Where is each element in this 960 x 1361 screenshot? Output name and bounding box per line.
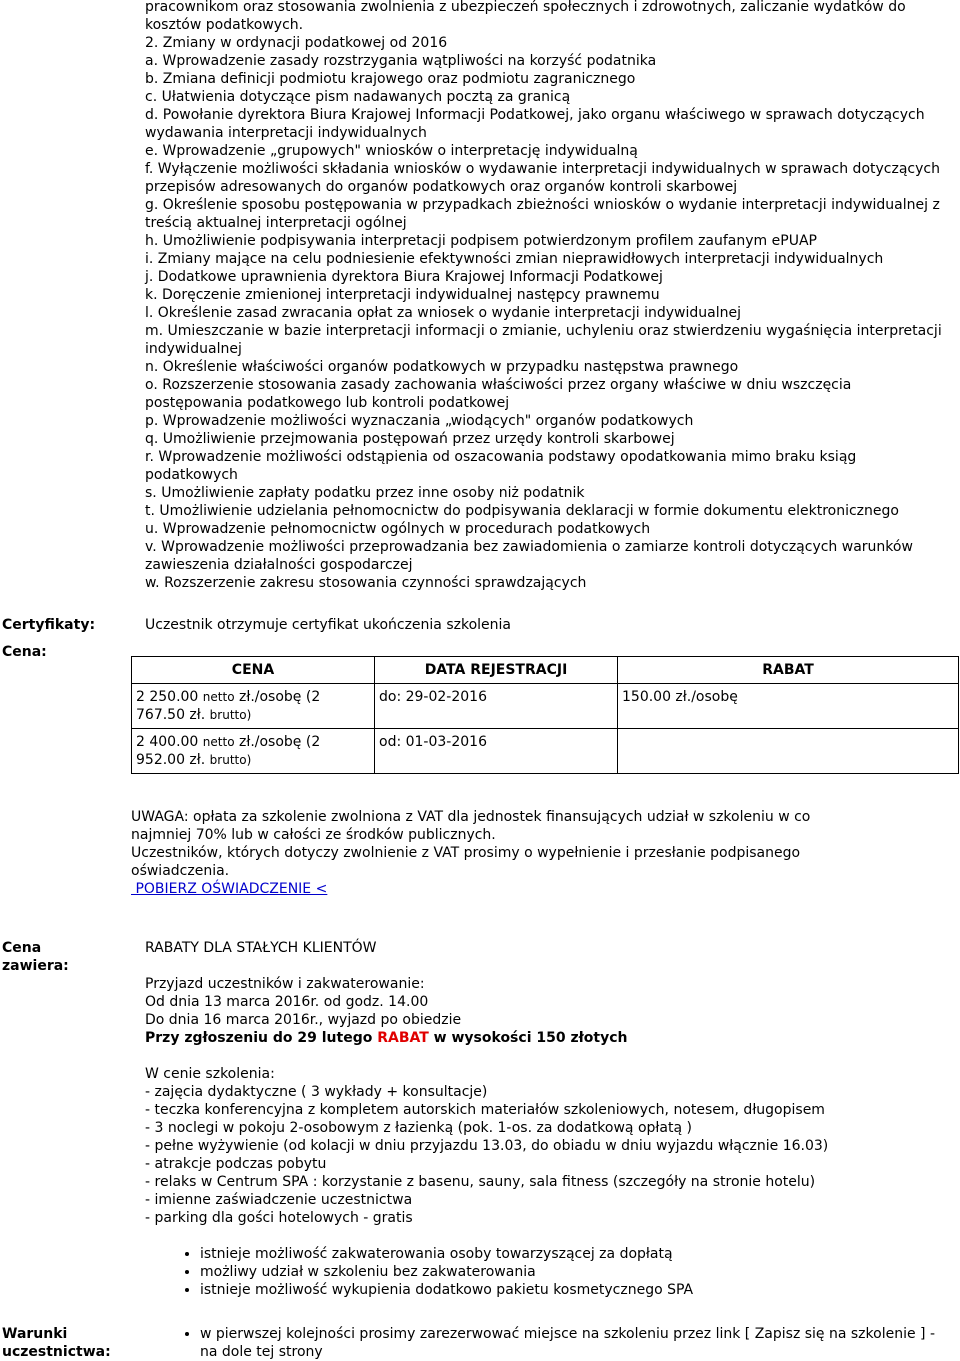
program-line: postępowania podatkowego lub kontroli podatkowej bbox=[145, 395, 510, 411]
certyfikaty-text: Uczestnik otrzymuje certyfikat ukończenia szkolenia bbox=[145, 617, 511, 633]
promo-text: Przy zgłoszeniu do 29 lutego bbox=[145, 1030, 378, 1046]
program-line: podatkowych bbox=[145, 467, 238, 483]
warunki-label-line: uczestnictwa: bbox=[2, 1344, 111, 1360]
netto-label: netto bbox=[202, 690, 235, 704]
w-cenie-item: - 3 noclegi w pokoju 2-osobowym z łazienką (pok. 1-os. za dodatkową opłatą ) bbox=[145, 1120, 692, 1136]
vat-note-line: najmniej 70% lub w całości ze środków publicznych. bbox=[131, 827, 496, 843]
program-line: w. Rozszerzenie zakresu stosowania czynności sprawdzających bbox=[145, 575, 587, 591]
program-line: c. Ułatwienia dotyczące pism nadawanych pocztą za granicą bbox=[145, 89, 571, 105]
table-row bbox=[132, 729, 959, 774]
program-line: 2. Zmiany w ordynacji podatkowej od 2016 bbox=[145, 35, 448, 51]
warunki-label-line: Warunki bbox=[2, 1326, 68, 1342]
program-line: u. Wprowadzenie pełnomocnictw ogólnych w procedurach podatkowych bbox=[145, 521, 651, 537]
list-item bbox=[200, 1325, 960, 1361]
options-list bbox=[145, 1245, 960, 1299]
program-line: f. Wyłączenie możliwości składania wniosków o wydawanie interpretacji indywidualnych w sprawach dotyczących bbox=[145, 161, 940, 177]
program-line: zawieszenia działalności gospodarczej bbox=[145, 557, 413, 573]
list-item: • istnieje możliwość zakwaterowania osoby towarzyszącej za dopłatą bbox=[200, 1245, 960, 1263]
gross-value: 952.00 zł. bbox=[136, 752, 206, 768]
promo-text: w wysokości 150 złotych bbox=[428, 1030, 628, 1046]
date-cell: od: 01-03-2016 bbox=[375, 729, 618, 774]
warunki-content bbox=[145, 1325, 960, 1361]
program-line: b. Zmiana definicji podmiotu krajowego oraz podmiotu zagranicznego bbox=[145, 71, 636, 87]
w-cenie-title: W cenie szkolenia: bbox=[145, 1066, 275, 1082]
header-data-rejestracji: DATA REJESTRACJI bbox=[375, 657, 618, 684]
rabat-cell bbox=[618, 729, 959, 774]
price-table bbox=[131, 656, 959, 774]
vat-note-line: UWAGA: opłata za szkolenie zwolniona z VAT dla jednostek finansujących udział w szkoleniu w co bbox=[131, 809, 811, 825]
program-line: wydawania interpretacji indywidualnych bbox=[145, 125, 427, 141]
program-line: d. Powołanie dyrektora Biura Krajowej Informacji Podatkowej, jako organu właściwego w sprawach dotyczących bbox=[145, 107, 925, 123]
netto-label: netto bbox=[202, 735, 235, 749]
rabat-cell: 150.00 zł./osobę bbox=[618, 684, 959, 729]
program-line: o. Rozszerzenie stosowania zasady zachowania właściwości przez organy właściwe w dniu wszczęcia bbox=[145, 377, 852, 393]
w-cenie-item: - teczka konferencyjna z kompletem autorskich materiałów szkoleniowych, notesem, długopisem bbox=[145, 1102, 825, 1118]
header-rabat: RABAT bbox=[618, 657, 959, 684]
promo-rabat: RABAT bbox=[377, 1030, 429, 1046]
w-cenie-item: - relaks w Centrum SPA : korzystanie z basenu, sauny, sala fitness (szczegóły na stronie hotelu) bbox=[145, 1174, 816, 1190]
program-line: r. Wprowadzenie możliwości odstąpienia od oszacowania podstawy opodatkowania mimo braku ksiąg bbox=[145, 449, 857, 465]
program-line: indywidualnej bbox=[145, 341, 242, 357]
program-list bbox=[145, 0, 960, 592]
promo-line bbox=[145, 1029, 960, 1047]
program-line: h. Umożliwienie podpisywania interpretacji podpisem potwierdzonym profilem zaufanym ePUAP bbox=[145, 233, 817, 249]
vat-note-line: oświadczenia. bbox=[131, 863, 230, 879]
price-value: 2 400.00 bbox=[136, 734, 199, 750]
w-cenie-item: - imienne zaświadczenie uczestnictwa bbox=[145, 1192, 413, 1208]
date-cell: do: 29-02-2016 bbox=[375, 684, 618, 729]
przyjazd-title: Przyjazd uczestników i zakwaterowanie: bbox=[145, 976, 425, 992]
warunki-list bbox=[145, 1325, 960, 1361]
program-line: przepisów adresowanych do organów podatkowych oraz organów kontroli skarbowej bbox=[145, 179, 738, 195]
download-statement-link[interactable]: POBIERZ OŚWIADCZENIE < bbox=[131, 881, 328, 897]
program-line: e. Wprowadzenie „grupowych" wniosków o interpretację indywidualną bbox=[145, 143, 638, 159]
brutto-label: brutto) bbox=[209, 753, 252, 767]
price-unit: zł./osobę (2 bbox=[234, 689, 321, 705]
rabaty-title: RABATY DLA STAŁYCH KLIENTÓW bbox=[145, 940, 377, 956]
price-cell bbox=[132, 729, 375, 774]
program-line: v. Wprowadzenie możliwości przeprowadzania bez zawiadomienia o zamiarze kontroli dotyczących warunków bbox=[145, 539, 913, 555]
przyjazd-from: Od dnia 13 marca 2016r. od godz. 14.00 bbox=[145, 994, 429, 1010]
program-line: treścią aktualnej interpretacji ogólnej bbox=[145, 215, 407, 231]
program-line: g. Określenie sposobu postępowania w przypadkach zbieżności wniosków o wydanie interpretacji indywidualnej z bbox=[145, 197, 940, 213]
list-item: • istnieje możliwość wykupienia dodatkowo pakietu kosmetycznego SPA bbox=[200, 1281, 960, 1299]
w-cenie-item: - zajęcia dydaktyczne ( 3 wykłady + konsultacje) bbox=[145, 1084, 488, 1100]
program-line: a. Wprowadzenie zasady rozstrzygania wątpliwości na korzyść podatnika bbox=[145, 53, 657, 69]
certyfikaty-label: Certyfikaty: bbox=[2, 617, 96, 633]
cena-zawiera-label-line: Cena bbox=[2, 940, 42, 956]
program-line: pracownikom oraz stosowania zwolnienia z ubezpieczeń społecznych i zdrowotnych, zaliczanie wydatków do bbox=[145, 0, 906, 15]
price-cell bbox=[132, 684, 375, 729]
program-line: n. Określenie właściwości organów podatkowych w przypadku następstwa prawnego bbox=[145, 359, 739, 375]
price-unit: zł./osobę (2 bbox=[234, 734, 321, 750]
program-line: m. Umieszczanie w bazie interpretacji informacji o zmianie, uchyleniu oraz stwierdzeniu wygaśnięcia interpretacji bbox=[145, 323, 942, 339]
przyjazd-to: Do dnia 16 marca 2016r., wyjazd po obiedzie bbox=[145, 1012, 462, 1028]
program-line: s. Umożliwienie zapłaty podatku przez inne osoby niż podatnik bbox=[145, 485, 585, 501]
warunki-text: w pierwszej kolejności prosimy zarezerwować miejsce na szkoleniu przez link [ Zapisz się na szkolenie ] - bbox=[200, 1326, 935, 1342]
cena-zawiera-label-line: zawiera: bbox=[2, 958, 69, 974]
brutto-label: brutto) bbox=[209, 708, 252, 722]
warunki-label bbox=[2, 1325, 111, 1361]
header-cena: CENA bbox=[132, 657, 375, 684]
program-line: l. Określenie zasad zwracania opłat za wniosek o wydanie interpretacji indywidualnej bbox=[145, 305, 741, 321]
cena-label: Cena: bbox=[2, 644, 47, 660]
program-line: kosztów podatkowych. bbox=[145, 17, 304, 33]
vat-note-line: Uczestników, których dotyczy zwolnienie z VAT prosimy o wypełnienie i przesłanie podpisanego bbox=[131, 845, 801, 861]
warunki-text: na dole tej strony bbox=[200, 1344, 323, 1360]
table-row bbox=[132, 684, 959, 729]
cena-zawiera-label bbox=[2, 939, 69, 975]
program-line: j. Dodatkowe uprawnienia dyrektora Biura Krajowej Informacji Podatkowej bbox=[145, 269, 663, 285]
cena-zawiera-content bbox=[145, 939, 960, 1299]
w-cenie-item: - pełne wyżywienie (od kolacji w dniu przyjazdu 13.03, do obiadu w dniu wyjazdu włącznie 16.03) bbox=[145, 1138, 829, 1154]
program-line: p. Wprowadzenie możliwości wyznaczania „wiodących" organów podatkowych bbox=[145, 413, 694, 429]
vat-note bbox=[131, 808, 951, 898]
program-line: t. Umożliwienie udzielania pełnomocnictw do podpisywania deklaracji w formie dokumentu elektronicznego bbox=[145, 503, 899, 519]
w-cenie-item: - parking dla gości hotelowych - gratis bbox=[145, 1210, 413, 1226]
gross-value: 767.50 zł. bbox=[136, 707, 206, 723]
price-table-header bbox=[132, 657, 959, 684]
list-item: • możliwy udział w szkoleniu bez zakwaterowania bbox=[200, 1263, 960, 1281]
program-line: k. Doręczenie zmienionej interpretacji indywidualnej następcy prawnemu bbox=[145, 287, 660, 303]
w-cenie-item: - atrakcje podczas pobytu bbox=[145, 1156, 327, 1172]
program-line: i. Zmiany mające na celu podniesienie efektywności zmian nieprawidłowych interpretacji indywidualnych bbox=[145, 251, 884, 267]
price-value: 2 250.00 bbox=[136, 689, 199, 705]
program-line: q. Umożliwienie przejmowania postępowań przez urzędy kontroli skarbowej bbox=[145, 431, 675, 447]
